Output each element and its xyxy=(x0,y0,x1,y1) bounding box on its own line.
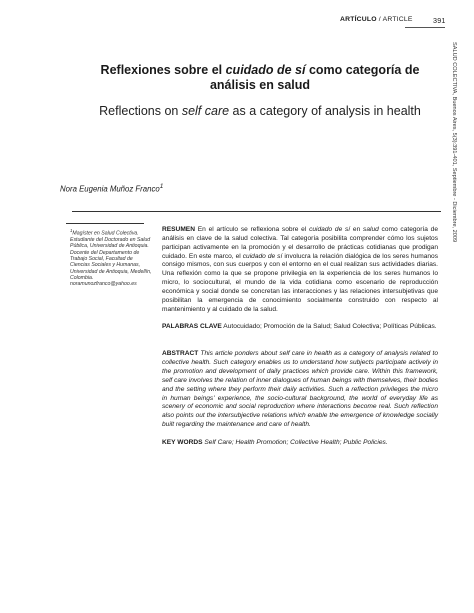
author-affiliation: $^1$Magíster en Salud Colectiva. Estudiante del Doctorado en Salud Pública, Universidad de Antioquia. Docente del Departamento de Trabajo Social, Facultad de Ciencias Sociales y Humanas, Universidad de Antioquia, Medellín, Colombia. noramunozfranco@yahoo.es xyxy=(70,228,152,288)
section-label: ARTÍCULO xyxy=(340,16,377,23)
title-spanish: Reflexiones sobre el cuidado de sí como categoría de análisis en salud xyxy=(100,63,420,92)
palabras-clave-label: PALABRAS CLAVE xyxy=(162,323,222,330)
resumen-label: RESUMEN xyxy=(162,226,195,233)
page-number: 391 xyxy=(433,16,446,25)
palabras-clave: PALABRAS CLAVE Autocuidado; Promoción de la Salud; Salud Colectiva; Políticas Públicas. xyxy=(162,323,437,330)
author-name: Nora Eugenia Muñoz Franco$^1$ xyxy=(60,183,164,194)
author-footnote-mark: 1 xyxy=(159,183,164,190)
title-english: Reflections on self care as a category of analysis in health xyxy=(99,104,421,118)
key-words-label: KEY WORDS xyxy=(162,439,203,446)
key-words: KEY WORDS Self Care; Health Promotion; Collective Health; Public Policies. xyxy=(162,439,388,446)
journal-citation-vertical: SALUD COLECTIVA, Buenos Aires, 5(3):391-401, Septiembre - Diciembre, 2009 xyxy=(451,42,457,243)
abstract-paragraph: ABSTRACT This article ponders about self care in health as a category of analysis related to collective health. Such category enables us to understand how subjects participate actively in the promotion and development of daily practices which provide care. Within this framework, self care involves the relation of inner dialogues of human beings with themselves, their bodies and the setting where they perform their daily activities. Such a reflection privileges the micro in human beings' experience, the socio-cultural background, the world of everyday life as scenery of economic and social reproduction where interactions become real. Such reflection also points out the intersubjective relations which enable the emergence of knowledge socially built regarding the maintenance and care of health. xyxy=(162,350,438,429)
section-label-en: / ARTICLE xyxy=(376,16,413,23)
resumen-paragraph: RESUMEN En el artículo se reflexiona sobre el cuidado de sí en salud como categoría de análisis en clave de la salud colectiva. Tal categoría posibilita comprender cómo los sujetos participan activamente en la promoción y el desarrollo de prácticas cotidianas que prodigan cuidado. En este marco, el cuidado de sí involucra la relación dialógica de los seres humanos consigo mismos, con sus cuerpos y con el entorno en el cual realizan sus actividades diarias. Una reflexión como la que se propone privilegia en la experiencia de los seres humanos lo micro, lo sociocultural, el mundo de la vida cotidiana como escenario de reproducción económica y social donde se concretan las interacciones y las relaciones intersubjetivas que posibilitan la emergencia de conocimiento socialmente construido con respecto al mantenimiento y al cuidado de la salud. xyxy=(162,226,439,313)
running-header xyxy=(340,16,446,25)
title-english-italic: self care xyxy=(181,104,230,118)
affiliation-divider xyxy=(66,223,144,224)
author-divider xyxy=(72,211,441,212)
title-spanish-italic: cuidado de sí xyxy=(225,63,306,77)
abstract-label: ABSTRACT xyxy=(162,350,199,357)
header-rule xyxy=(405,27,445,28)
